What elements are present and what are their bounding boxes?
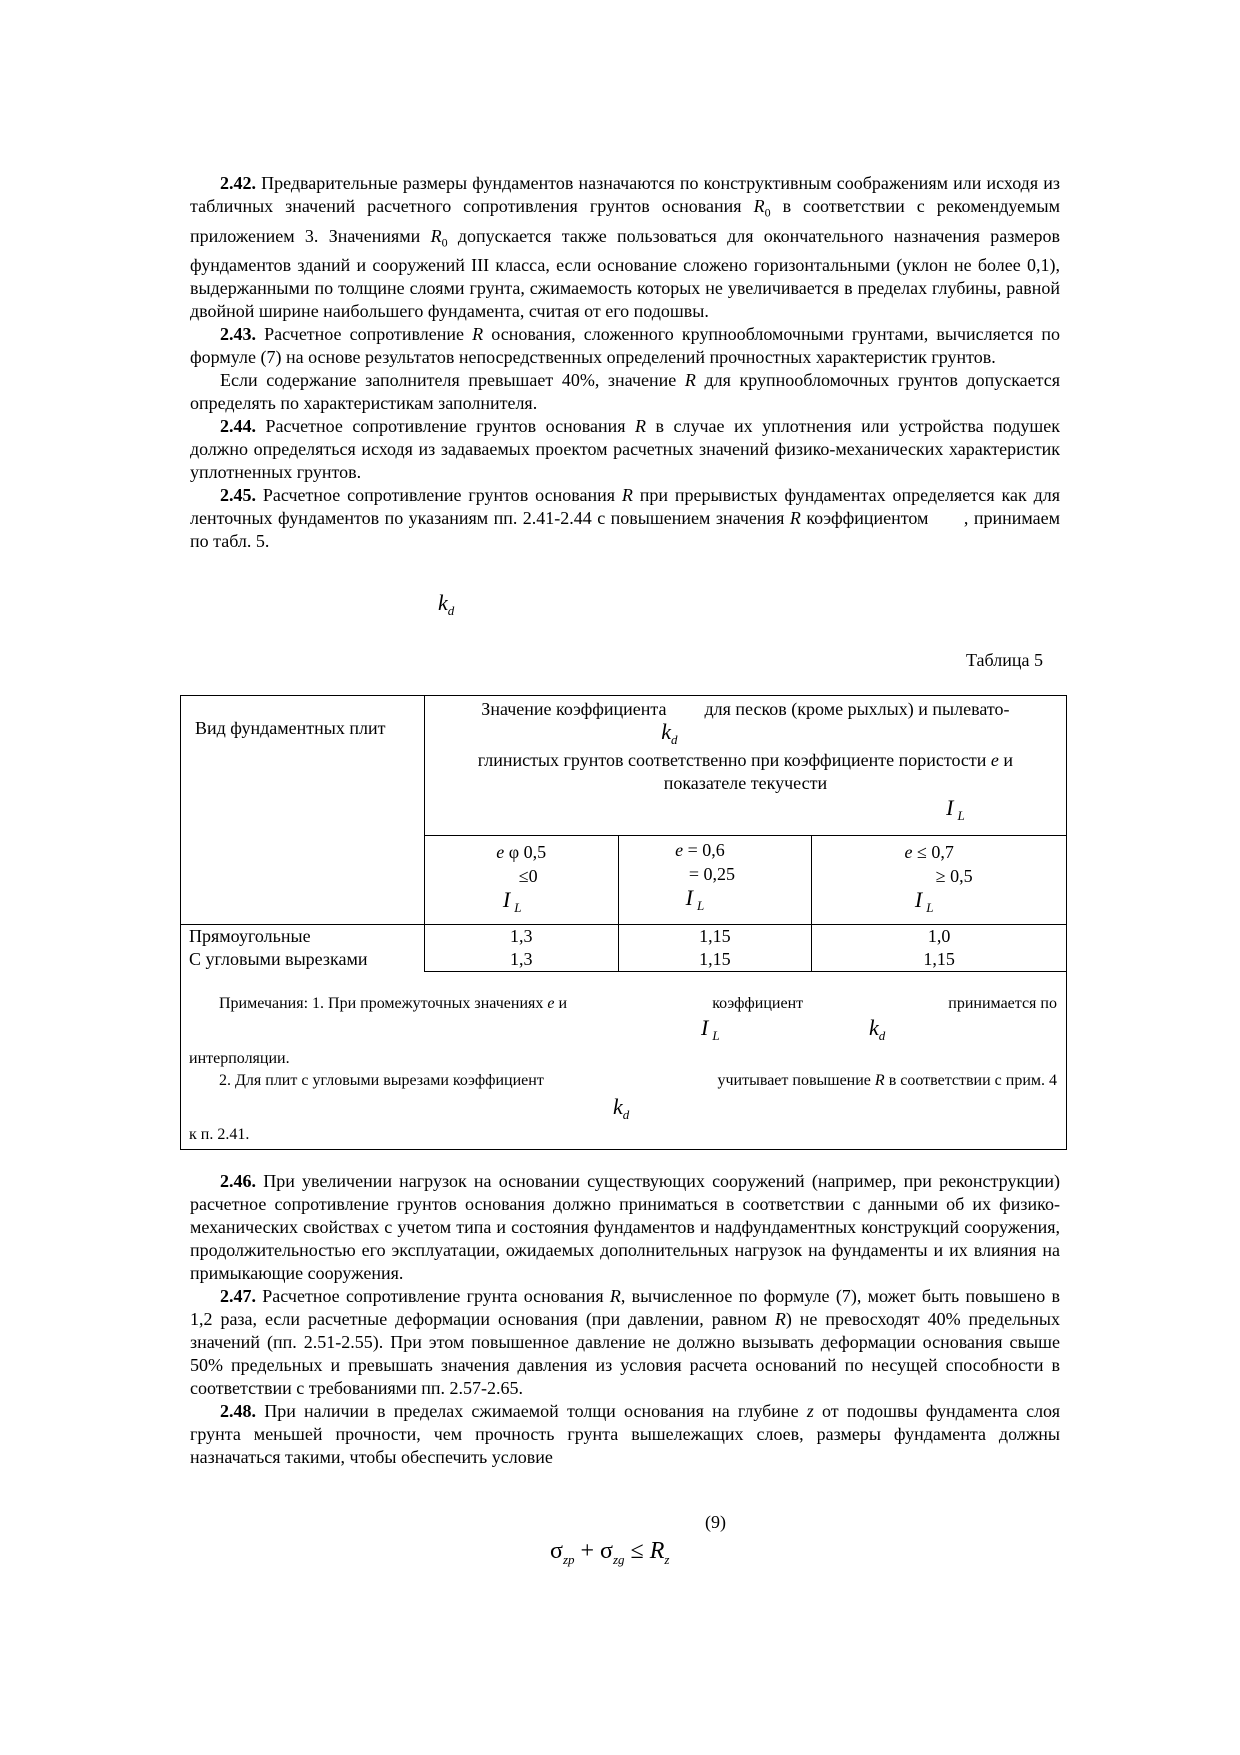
table-row: Прямоугольные С угловыми вырезками 1,3 1,3 1,15 1,15 1,0 1,15 bbox=[181, 925, 1067, 972]
formula-9-number: (9) bbox=[705, 1512, 726, 1532]
kd-symbol-2-45: $k_d$ bbox=[438, 590, 455, 618]
il-symbol-col3: I $_L$ bbox=[914, 887, 934, 915]
table-caption: Таблица 5 bbox=[966, 650, 1043, 670]
paragraph-2-42: 2.42. Предварительные размеры фундаментов назначаются по конструктивным соображениям или исходя из табличных значений расчетного сопротивления грунтов основания $R_0$ в соответствии с рекомендуемым приложением 3. Значениями $R_0$ допускается также пользоваться для окончательного назначения размеров фундаментов зданий и сооружений III класса, если основание сложено горизонтальными (уклон не более 0,1), выдержанными по толщине слоями грунта, сжимаемость которых не увеличивается в пределах глубины, равной двойной ширине наибольшего фундамента, считая от его подошвы. bbox=[190, 173, 1060, 322]
section-bottom bbox=[190, 1170, 1060, 1469]
header-kd-value: Значение коэффициента для песков (кроме рыхлых) и пылевато- $k_d$ глинистых грунтов соответственно при коэффициенте пористости e и показателе текучести I $_L$ bbox=[424, 696, 1066, 836]
paragraph-2-48: 2.48. При наличии в пределах сжимаемой толщи основания на глубине z от подошвы фундамента слоя грунта меньшей прочности, чем прочность грунта вышележащих слоев, размеры фундамента должны назначаться такими, чтобы обеспечить условие bbox=[190, 1401, 1060, 1467]
il-symbol-note: I $_L$ bbox=[701, 1015, 720, 1043]
paragraph-2-44: 2.44. Расчетное сопротивление грунтов основания R в случае их уплотнения или устройства подушек должно определяться исходя из задаваемых проектом расчетных значений физико-механических характеристик уплотненных грунтов. bbox=[190, 416, 1060, 483]
paragraph-2-45: 2.45. Расчетное сопротивление грунтов основания R при прерывистых фундаментах определяется как для ленточных фундаментов по указаниям пп. 2.41-2.44 с повышением значения R коэффициентом , принимаем по табл. 5. bbox=[190, 485, 1060, 552]
kd-symbol-note1: $k_d$ bbox=[869, 1015, 886, 1043]
formula-9: $\sigma_{zp} + \sigma_{zg} \le R_z$ bbox=[550, 1538, 670, 1567]
subheader-col1: e φ 0,5 ≤0 I $_L$ bbox=[424, 836, 618, 925]
il-symbol-header: I $_L$ bbox=[946, 795, 965, 823]
table-notes: Примечания: 1. При промежуточных значениях e и коэффициент принимается по I $_L$ $k_d$ интерполяции. 2. Для плит с угловыми вырезами коэффициент учитывает повышение R в соответствии с прим. 4 $k_d$ к п. 2.41. bbox=[180, 970, 1067, 1150]
paragraph-2-47: 2.47. Расчетное сопротивление грунта основания R, вычисленное по формуле (7), может быть повышено в 1,2 раза, если расчетные деформации основания (при давлении, равном R) не превосходят 40% предельных значений (пп. 2.51-2.55). При этом повышенное давление не должно вызывать деформации основания свыше 50% предельных и превышать значения давления из условия расчета оснований по несущей способности в соответствии с требованиями пп. 2.57-2.65. bbox=[190, 1286, 1060, 1398]
paragraph-2-43-b: Если содержание заполнителя превышает 40%, значение R для крупнообломочных грунтов допускается определять по характеристикам заполнителя. bbox=[190, 370, 1060, 414]
kd-symbol-header: $k_d$ bbox=[661, 719, 678, 747]
subheader-col2: e = 0,6 = 0,25 I $_L$ bbox=[618, 836, 812, 925]
il-symbol-col2: I $_L$ bbox=[685, 885, 705, 913]
section-top bbox=[190, 172, 1060, 553]
subheader-col3: e ≤ 0,7 ≥ 0,5 I $_L$ bbox=[812, 836, 1067, 925]
il-symbol-col1: I $_L$ bbox=[502, 887, 522, 915]
paragraph-2-43: 2.43. Расчетное сопротивление R основания, сложенного крупнообломочными грунтами, вычисляется по формуле (7) на основе результатов непосредственных определений прочностных характеристик грунтов. bbox=[190, 324, 1060, 368]
paragraph-2-46: 2.46. При увеличении нагрузок на основании существующих сооружений (например, при реконструкции) расчетное сопротивление грунтов основания должно приниматься в соответствии с данными об их физико-механических свойствах с учетом типа и состояния фундаментов и надфундаментных конструкций сооружения, продолжительностью его эксплуатации, ожидаемых дополнительных нагрузок на фундаменты и их влияния на примыкающие сооружения. bbox=[190, 1171, 1060, 1283]
table-5 bbox=[180, 695, 1067, 972]
kd-symbol-note2: $k_d$ bbox=[613, 1094, 630, 1122]
header-foundation-type: Вид фундаментных плит bbox=[181, 696, 425, 925]
